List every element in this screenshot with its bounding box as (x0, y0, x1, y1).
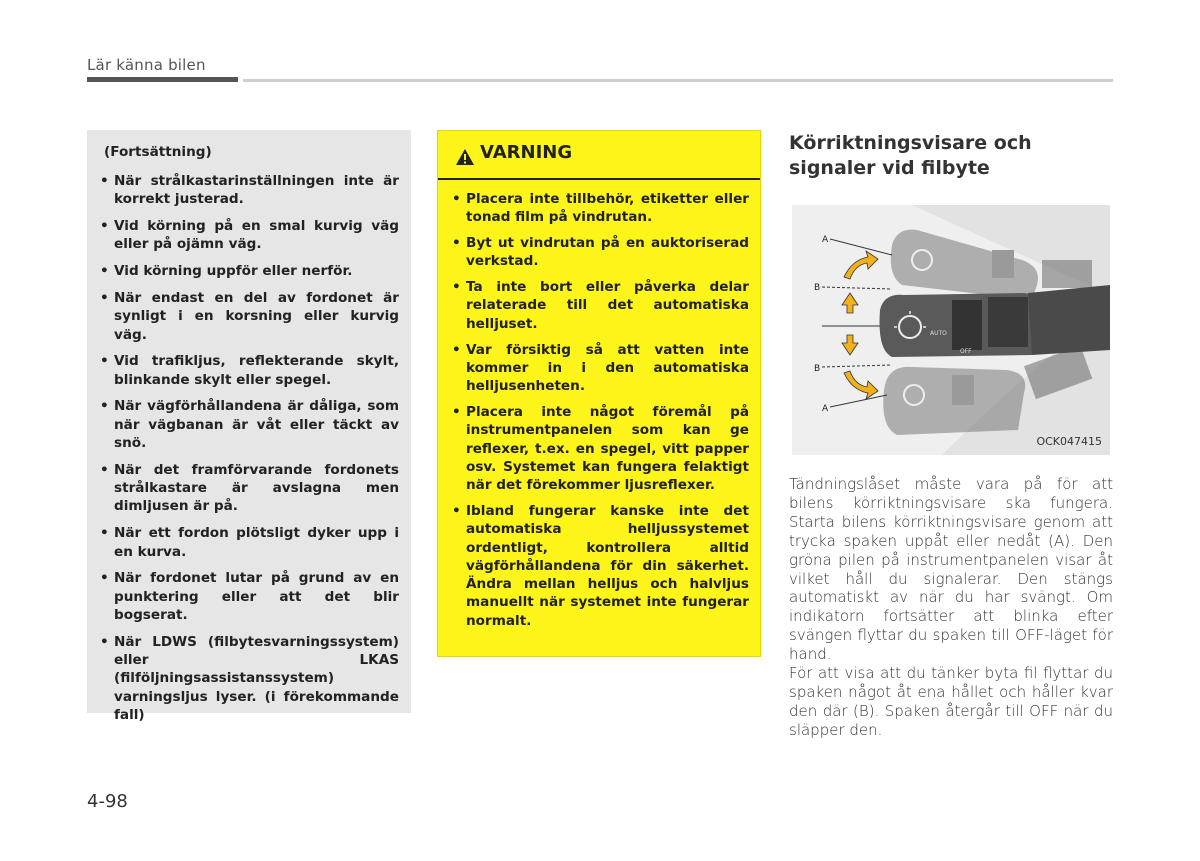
lever-main (880, 285, 1111, 357)
body-text (789, 475, 1113, 740)
list-item: • Ta inte bort eller påverka delar relaterade till det automatiska helljuset. (452, 278, 749, 333)
list-item: • När endast en del av fordonet är synligt i en korsning eller kurvig väg. (100, 289, 399, 344)
warning-list (452, 190, 749, 630)
continuation-title: (Fortsättning) (104, 144, 212, 160)
figure-code: OCK047415 (1036, 435, 1102, 448)
list-item: • Vid körning på en smal kurvig väg eller på ojämn väg. (100, 217, 399, 254)
arrow-down-icon (842, 335, 858, 355)
list-item: • Byt ut vindrutan på en auktoriserad verkstad. (452, 234, 749, 271)
list-item: • Placera inte något föremål på instrumentpanelen som kan ge reflexer, t.ex. en spegel, vitt papper osv. Systemet kan fungera felaktigt när det förekommer ljusreflexer. (452, 403, 749, 494)
list-item: • När ett fordon plötsligt dyker upp i en kurva. (100, 524, 399, 561)
list-item: • Placera inte tillbehör, etiketter eller tonad film på vindrutan. (452, 190, 749, 227)
paragraph: Tändningslåset måste vara på för att bilens körriktningsvisare ska fungera. Starta bilens körriktningsvisare genom att trycka spaken uppåt eller nedåt (A). Den gröna pilen på instrumentpanelen visar åt vilket håll du signalerar. Den stängs automatiskt av när du har svängt. Om indikatorn fortsätter att blinka efter svängen flyttar du spaken till OFF-läget för hand. (789, 475, 1113, 664)
list-item: • Vid körning uppför eller nerför. (100, 262, 399, 280)
list-item: • När strålkastarinställningen inte är korrekt justerad. (100, 172, 399, 209)
off-label-text: OFF (960, 348, 972, 355)
header-rule-dark (87, 77, 238, 82)
warning-header (452, 141, 749, 178)
warning-box (437, 130, 761, 657)
arrow-down-curved-icon (844, 371, 878, 399)
turn-signal-lever-illustration (792, 205, 1110, 455)
warning-divider (438, 178, 760, 180)
list-item: • Ibland fungerar kanske inte det automatiska helljussystemet ordentligt, kontrollera alltid vägförhållandena för din säkerhet. Ändra mellan helljus och halvljus manuellt när systemet inte fungerar normalt. (452, 502, 749, 630)
continuation-list (100, 172, 399, 724)
auto-label-text: AUTO (930, 330, 947, 337)
header-rule-light (243, 79, 1113, 82)
warning-triangle-icon (455, 148, 475, 170)
label-a-lower: A (822, 404, 829, 414)
section-title: Körriktningsvisare och signaler vid filbyte (789, 132, 1032, 179)
turn-signal-figure (792, 205, 1110, 455)
label-a-upper: A (822, 235, 829, 245)
header-section-title: Lär känna bilen (87, 56, 206, 74)
list-item: • När det framförvarande fordonets strålkastare är avslagna men dimljusen är på. (100, 461, 399, 516)
list-item: • Vid trafikljus, reflekterande skylt, blinkande skylt eller spegel. (100, 352, 399, 389)
warning-title: VARNING (480, 142, 573, 163)
label-b-upper: B (814, 283, 821, 293)
arrow-up-icon (842, 293, 858, 313)
label-b-lower: B (814, 364, 821, 374)
list-item: • När fordonet lutar på grund av en punktering eller att det blir bogserat. (100, 569, 399, 624)
page-number: 4-98 (87, 791, 128, 812)
arrow-up-curved-icon (844, 251, 878, 279)
continuation-box (87, 130, 411, 723)
list-item: • Var försiktig så att vatten inte kommer in i den automatiska helljusenheten. (452, 341, 749, 396)
list-item: • När LDWS (filbytesvarningssystem) eller LKAS (filföljningsassistanssystem) varningsljus lyser. (i förekommande fall) (100, 633, 399, 724)
paragraph: För att visa att du tänker byta fil flyttar du spaken något åt ena hållet och håller kvar den där (B). Spaken återgår till OFF när du släpper den. (789, 664, 1113, 739)
list-item: • När vägförhållandena är dåliga, som när vägbanan är våt eller täckt av snö. (100, 397, 399, 452)
